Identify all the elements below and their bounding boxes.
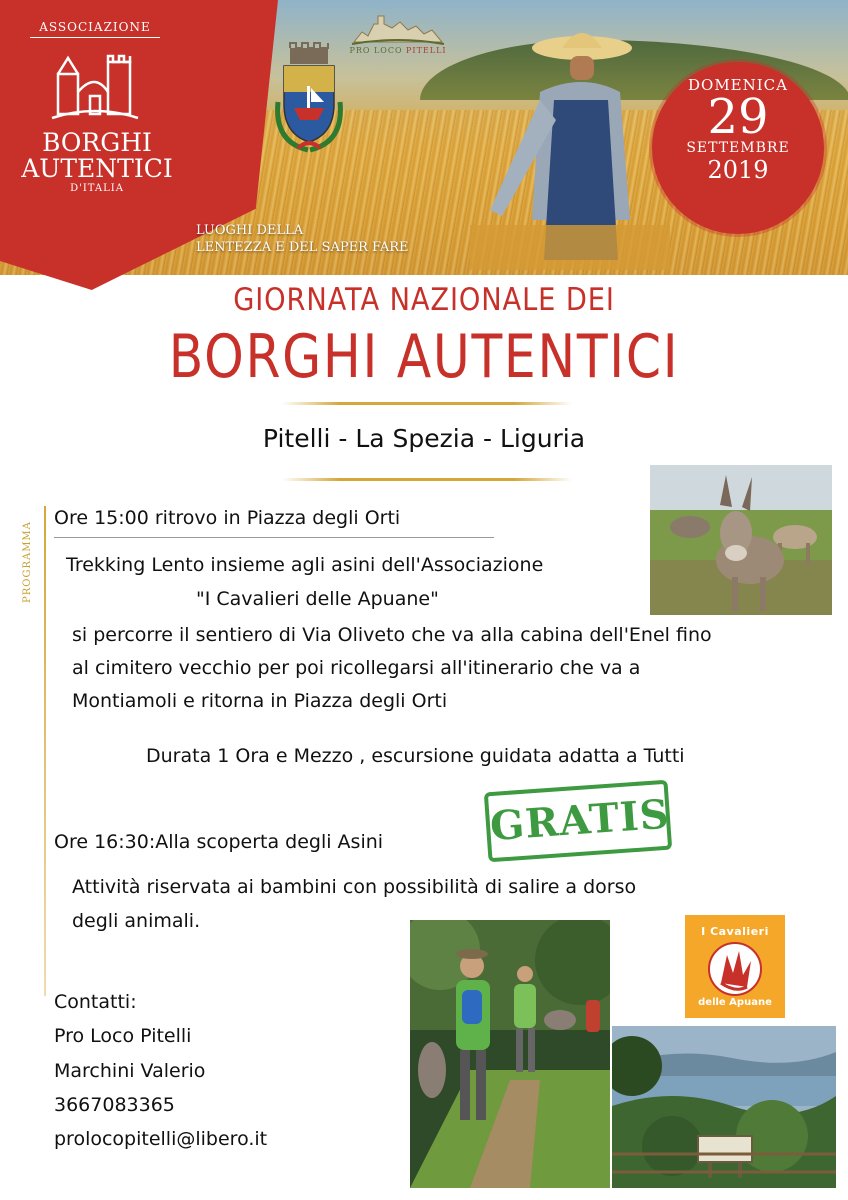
tagline-line-2: LENTEZZA E DEL SAPER FARE [196, 240, 409, 255]
program-timeline-line [44, 506, 46, 996]
logo-line-1: BORGHI [42, 128, 152, 157]
contact-org: Pro Loco Pitelli [54, 1025, 192, 1047]
proloco-name: PITELLI [406, 46, 447, 55]
event2-heading: Ore 16:30:Alla scoperta degli Asini [54, 831, 384, 853]
village-skyline-icon [348, 10, 448, 46]
location-text: Pitelli - La Spezia - Liguria [262, 424, 586, 453]
date-weekday: DOMENICA [688, 76, 788, 94]
contact-phone[interactable]: 3667083365 [54, 1094, 175, 1116]
contact-email[interactable]: prolocopitelli@libero.it [54, 1128, 268, 1150]
event1-heading-underline [54, 537, 494, 538]
gratis-stamp: GRATIS [484, 780, 672, 863]
donkeys-photo [650, 465, 832, 615]
farmer-illustration [470, 20, 670, 270]
event1-text-line-4: al cimitero vecchio per poi ricollegarsi all'itinerario che va a [72, 657, 641, 679]
proloco-text [348, 46, 448, 55]
event1-text-line-3: si percorre il sentiero di Via Oliveto che va alla cabina dell'Enel fino [72, 624, 712, 646]
logo-line-2: AUTENTICI [21, 154, 173, 183]
date-badge [652, 62, 824, 234]
event1-text-line-2: "I Cavalieri delle Apuane" [196, 588, 439, 610]
contact-person: Marchini Valerio [54, 1060, 206, 1082]
castle-logo-icon [50, 44, 140, 126]
trekking-photo [410, 920, 610, 1188]
cavalieri-logo [685, 915, 785, 1018]
date-year: 2019 [707, 156, 769, 184]
proloco-logo [348, 10, 448, 60]
tagline [196, 222, 409, 256]
cavalieri-logo-top: I Cavalieri [701, 925, 769, 938]
divider-bottom [282, 478, 572, 481]
event2-text-line-1: Attività riservata ai bambini con possibilità di salire a dorso [72, 876, 637, 898]
divider-top [282, 402, 572, 405]
logo-line-3: D'ITALIA [70, 183, 124, 194]
proloco-prefix: PRO LOCO [349, 46, 403, 55]
event1-heading: Ore 15:00 ritrovo in Piazza degli Orti [54, 507, 401, 529]
event1-duration: Durata 1 Ora e Mezzo , escursione guidata adatta a Tutti [146, 745, 685, 767]
lake-view-photo [612, 1026, 836, 1188]
cavalieri-logo-bottom: delle Apuane [698, 997, 772, 1008]
date-day: 29 [707, 89, 769, 145]
title-line-2: BORGHI AUTENTICI [168, 322, 680, 392]
tagline-line-1: LUOGHI DELLA [196, 223, 304, 238]
association-label: ASSOCIAZIONE [30, 20, 160, 38]
event2-text-line-2: degli animali. [72, 910, 201, 932]
event1-text-line-1: Trekking Lento insieme agli asini dell'Associazione [66, 554, 544, 576]
title-line-1: GIORNATA NAZIONALE DEI [233, 282, 615, 318]
date-month: SETTEMBRE [686, 140, 790, 156]
event1-text-line-5: Montiamoli e ritorna in Piazza degli Orti [72, 690, 448, 712]
municipal-crest-icon [270, 42, 348, 157]
borghi-autentici-logo [12, 130, 182, 196]
program-side-label: PROGRAMMA [22, 521, 33, 604]
contacts-heading: Contatti: [54, 991, 137, 1013]
